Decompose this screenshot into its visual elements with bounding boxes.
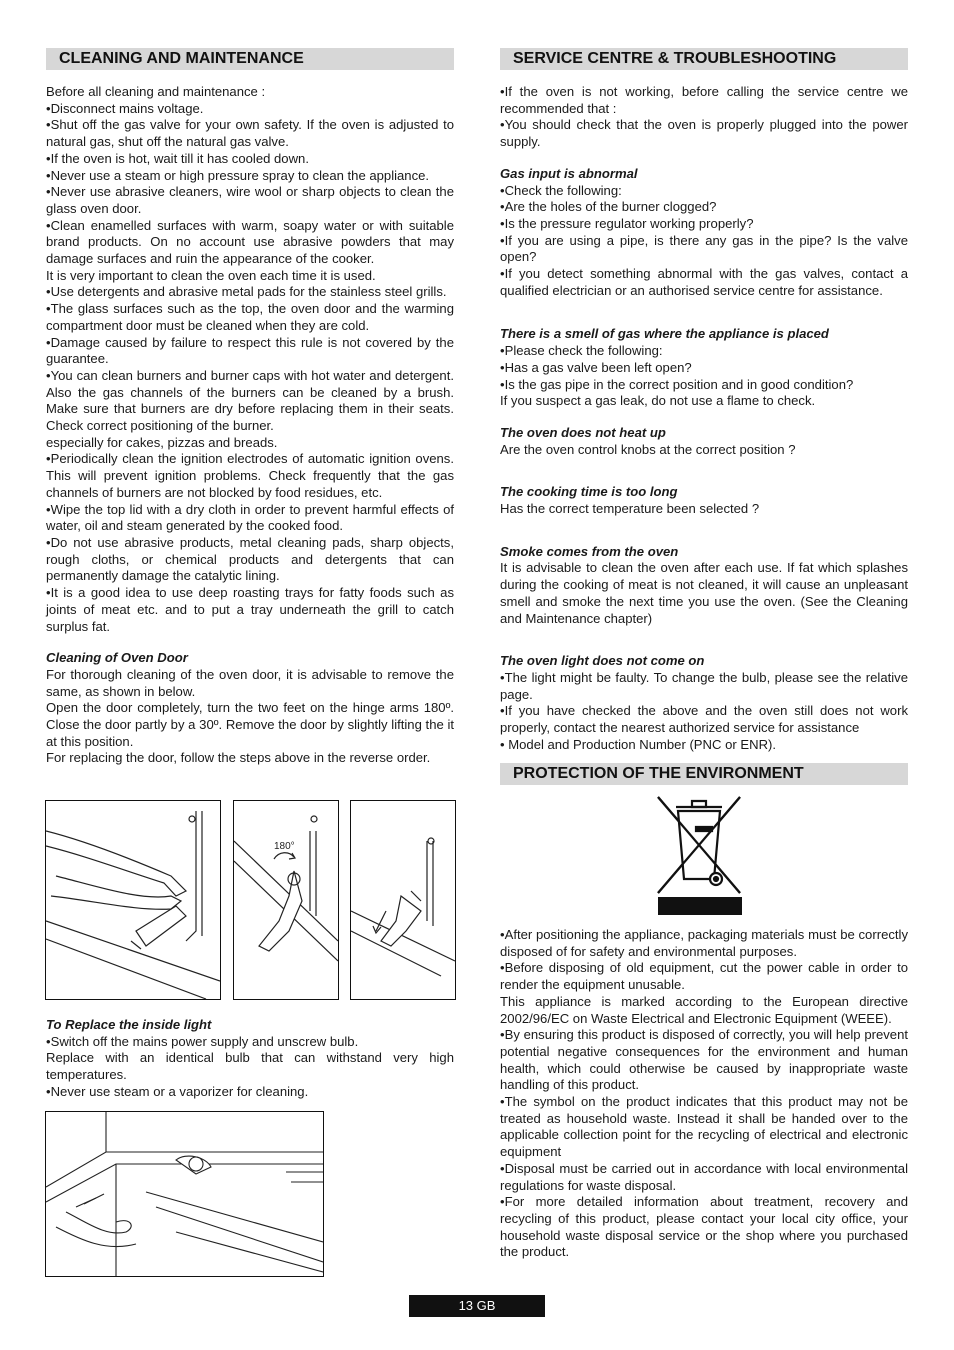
trouble-para: • Model and Production Number (PNC or ENR). — [500, 736, 777, 752]
light-para: •Switch off the mains power supply and unscrew bulb. — [46, 1033, 359, 1049]
environment-para: •By ensuring this product is disposed of correctly, you will help prevent potential negative consequences for the environment and human health, which could otherwise be caused by inappropriate waste handling of this product. — [500, 1027, 908, 1093]
trouble-para: •The light might be faulty. To change the bulb, please see the relative page. — [500, 669, 908, 702]
rotation-label: 180° — [274, 841, 295, 852]
trouble-para: •Is the pressure regulator working properly? — [500, 215, 754, 231]
trouble-para: If you suspect a gas leak, do not use a flame to check. — [500, 393, 816, 409]
cleaning-para: •Do not use abrasive products, metal cleaning pads, sharp objects, rough cloths, or chemical products and detergents that can permanently damage the catalytic lining. — [46, 534, 454, 584]
page-number: 13 GB — [409, 1295, 545, 1317]
oven-light-figure — [45, 1111, 324, 1277]
trouble-para: •Is the gas pipe in the correct position and in good condition? — [500, 376, 854, 392]
environment-heading: PROTECTION OF THE ENVIRONMENT — [500, 763, 908, 785]
cleaning-para: •Never use a steam or high pressure spray to clean the appliance. — [46, 167, 430, 183]
cleaning-para: •Use detergents and abrasive metal pads for the stainless steel grills. — [46, 284, 447, 300]
service-para: •If the oven is not working, before calling the service centre we recommended that : — [500, 84, 908, 116]
cleaning-column — [46, 48, 454, 767]
cleaning-para: •It is a good idea to use deep roasting trays for fatty foods such as joints of meat etc. and to put a tray underneath the grill to catch surplus fat. — [46, 585, 454, 634]
door-removal-figure-3 — [350, 800, 456, 1000]
trouble-title: The oven light does not come on — [500, 653, 705, 669]
trouble-title: Gas input is abnormal — [500, 165, 638, 181]
light-para: Replace with an identical bulb that can withstand very high temperatures. — [46, 1050, 454, 1083]
trouble-title: The oven does not heat up — [500, 424, 666, 440]
cleaning-para: •Never use abrasive cleaners, wire wool or sharp objects to clean the glass oven door. — [46, 184, 454, 216]
light-title: To Replace the inside light — [46, 1017, 212, 1032]
trouble-para: •Are the holes of the burner clogged? — [500, 199, 717, 215]
door-para: For thorough cleaning of the oven door, it is advisable to remove the same, as shown in below. — [46, 666, 454, 699]
light-section — [46, 1017, 454, 1101]
environment-text — [500, 927, 908, 1261]
door-removal-figure-2 — [233, 800, 339, 1000]
cleaning-para: •Disconnect mains voltage. — [46, 100, 204, 116]
weee-bin-icon — [654, 795, 744, 917]
trouble-title: Smoke comes from the oven — [500, 543, 679, 559]
trouble-title: The cooking time is too long — [500, 484, 678, 500]
cleaning-para: •Damage caused by failure to respect this rule is not covered by the guarantee. — [46, 334, 454, 367]
environment-para: •After positioning the appliance, packaging materials must be correctly disposed of for safety and environmental purposes. — [500, 927, 908, 959]
service-heading: SERVICE CENTRE & TROUBLESHOOTING — [500, 48, 908, 70]
cleaning-para: •Periodically clean the ignition electrodes of automatic ignition ovens. This will prevent ignition problems. Check frequently that the gas channels of burners are not blocked by food residues, etc. — [46, 451, 454, 500]
door-para: For replacing the door, follow the steps above in the reverse order. — [46, 750, 431, 766]
cleaning-heading: CLEANING AND MAINTENANCE — [46, 48, 454, 70]
environment-para: •Disposal must be carried out in accordance with local environmental regulations for waste disposal. — [500, 1160, 908, 1193]
door-para: Open the door completely, turn the two feet on the hinge arms 180º. Close the door partly by a 30º. Remove the door by slightly lifting the it at this position. — [46, 700, 454, 749]
cleaning-para: •The glass surfaces such as the top, the oven door and the warming compartment door must be cleaned when they are cold. — [46, 301, 454, 333]
door-removal-figure-1 — [45, 800, 221, 1000]
trouble-para: It is advisable to clean the oven after each use. If fat which splashes during the cooking of meat is not cleaned, it will cause an unpleasant smell and smoke the next time you use the oven. (See the Cleaning and Maintenance chapter) — [500, 560, 908, 626]
trouble-para: •Check the following: — [500, 182, 622, 198]
trouble-title: There is a smell of gas where the appliance is placed — [500, 326, 829, 342]
cleaning-para: •If the oven is hot, wait till it has cooled down. — [46, 150, 309, 166]
trouble-para: •If you have checked the above and the oven still does not work properly, contact the nearest authorized service for assistance — [500, 703, 908, 736]
cleaning-para: Before all cleaning and maintenance : — [46, 84, 266, 99]
light-para: •Never use steam or a vaporizer for cleaning. — [46, 1083, 309, 1099]
environment-para: •The symbol on the product indicates that this product may not be treated as household waste. Instead it shall be handed over to the applicable collection point for the recycling of electrical and electronic equipment — [500, 1094, 908, 1160]
cleaning-para: •Wipe the top lid with a dry cloth in order to prevent harmful effects of water, oil and steam generated by the cooked food. — [46, 501, 454, 534]
environment-para: •For more detailed information about treatment, recovery and recycling of this product, please contact your local city office, your household waste disposal service or the shop where you purchased the product. — [500, 1194, 908, 1260]
environment-para: •Before disposing of old equipment, cut the power cable in order to render the equipment unusable. — [500, 960, 908, 993]
service-column — [500, 48, 908, 785]
service-para: •You should check that the oven is properly plugged into the power supply. — [500, 117, 908, 150]
trouble-para: •If you are using a pipe, is there any gas in the pipe? Is the valve open? — [500, 232, 908, 265]
cleaning-para: •Shut off the gas valve for your own safety. If the oven is adjusted to natural gas, shut off the natural gas valve. — [46, 117, 454, 150]
cleaning-para: •Clean enamelled surfaces with warm, soapy water or with suitable brand products. On no account use abrasive powders that may damage surfaces and ruin the appearance of the cooker. — [46, 217, 454, 267]
trouble-para: •Please check the following: — [500, 343, 663, 359]
trouble-para: •Has a gas valve been left open? — [500, 359, 692, 375]
cleaning-para: •You can clean burners and burner caps with hot water and detergent. Also the gas channels of the burners can be cleaned by a brush. Make sure that burners are dry before replacing them in their seats. Check correct positioning of the burner. — [46, 367, 454, 434]
cleaning-para: It is very important to clean the oven each time it is used. — [46, 267, 376, 283]
trouble-para: Has the correct temperature been selected ? — [500, 501, 760, 517]
environment-para: This appliance is marked according to the European directive 2002/96/EC on Waste Electrical and Electronic Equipment (WEEE). — [500, 993, 908, 1026]
cleaning-para: especially for cakes, pizzas and breads. — [46, 434, 278, 450]
door-cleaning-title: Cleaning of Oven Door — [46, 650, 188, 666]
trouble-para: Are the oven control knobs at the correct position ? — [500, 441, 796, 457]
trouble-para: •If you detect something abnormal with the gas valves, contact a qualified electrician or an authorised service centre for assistance. — [500, 266, 908, 298]
